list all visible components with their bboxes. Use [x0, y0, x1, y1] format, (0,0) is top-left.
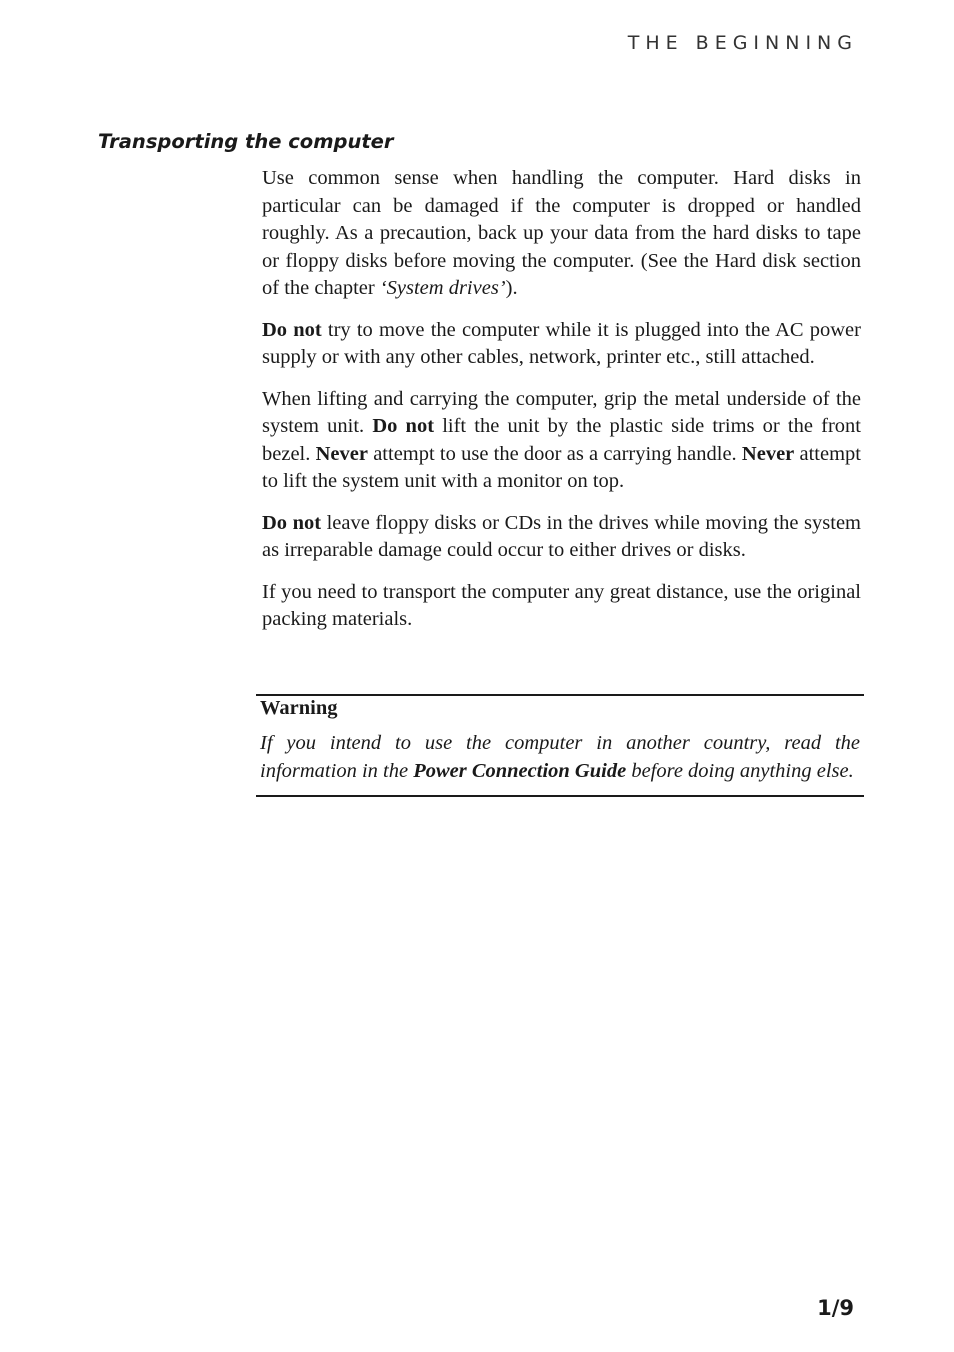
page-number: 1/9 — [817, 1296, 854, 1320]
paragraph-unplug: Do not try to move the computer while it is plugged into the AC power supply or with any other cables, network, printer etc., still attached. — [262, 318, 861, 368]
warning-title: Warning — [260, 697, 338, 719]
paragraph-packing: If you need to transport the computer any great distance, use the original packing materials. — [262, 580, 861, 630]
warning-text: If you intend to use the computer in another country, read the information in the Power Connection Guide before doing anything else. — [260, 732, 860, 782]
running-head: THE BEGINNING — [627, 32, 858, 54]
section-title: Transporting the computer — [98, 130, 394, 153]
power-connection-guide-ref: Power Connection Guide — [413, 759, 627, 782]
chapter-reference: ‘System drives’ — [379, 277, 506, 299]
paragraph-handling: Use common sense when handling the computer. Hard disks in particular can be damaged if the computer is dropped or handled roughly. As a precaution, back up your data from the hard disks to tape or floppy disks before moving the computer. (See the Hard disk section of the chapter ‘System drives’). — [262, 167, 861, 299]
body-text — [262, 165, 861, 648]
paragraph-lifting: When lifting and carrying the computer, grip the metal underside of the system unit. Do not lift the unit by the plastic side trims or the front bezel. Never attempt to use the door as a carrying handle. Never attempt to lift the system unit with a monitor on top. — [262, 387, 861, 492]
warning-box — [256, 694, 864, 797]
paragraph-drives: Do not leave floppy disks or CDs in the drives while moving the system as irreparable damage could occur to either drives or disks. — [262, 511, 861, 561]
